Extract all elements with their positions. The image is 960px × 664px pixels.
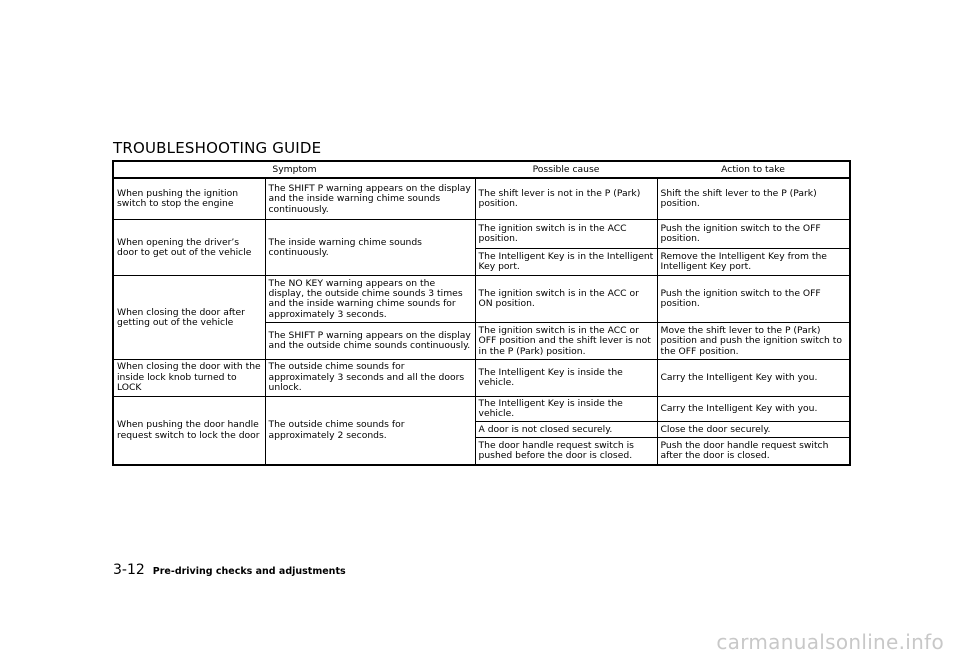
warning-cell: The outside chime sounds for approximately 2 seconds. <box>265 396 475 465</box>
warning-cell: The inside warning chime sounds continuously. <box>265 220 475 276</box>
cause-cell: The door handle request switch is pushed before the door is closed. <box>475 438 657 466</box>
symptom-cell: When pushing the door handle request switch to lock the door <box>113 396 265 465</box>
symptom-cell: When pushing the ignition switch to stop the engine <box>113 178 265 220</box>
table-header-row <box>113 161 850 178</box>
cause-cell: The Intelligent Key is inside the vehicle. <box>475 360 657 396</box>
symptom-cell: When opening the driver’s door to get out of the vehicle <box>113 220 265 276</box>
cause-cell: The shift lever is not in the P (Park) position. <box>475 178 657 220</box>
action-cell: Shift the shift lever to the P (Park) position. <box>657 178 850 220</box>
symptom-cell: When closing the door after getting out of the vehicle <box>113 276 265 360</box>
cause-cell: The ignition switch is in the ACC or OFF position and the shift lever is not in the P (Park) position. <box>475 323 657 360</box>
cause-cell: The ignition switch is in the ACC or ON position. <box>475 276 657 323</box>
action-cell: Push the ignition switch to the OFF position. <box>657 276 850 323</box>
cause-cell: A door is not closed securely. <box>475 422 657 438</box>
watermark: carmanualsonline.info <box>716 630 944 654</box>
action-cell: Move the shift lever to the P (Park) position and push the ignition switch to the OFF position. <box>657 323 850 360</box>
warning-cell: The SHIFT P warning appears on the display and the outside chime sounds continuously. <box>265 323 475 360</box>
header-symptom: Symptom <box>113 161 475 178</box>
page-number: 3-12 <box>113 562 145 578</box>
table-row <box>113 220 850 249</box>
troubleshooting-table <box>112 160 851 466</box>
header-possible-cause: Possible cause <box>475 161 657 178</box>
cause-cell: The Intelligent Key is inside the vehicle. <box>475 396 657 422</box>
table-row <box>113 276 850 323</box>
table-row <box>113 396 850 422</box>
table-row <box>113 178 850 220</box>
table-row <box>113 360 850 396</box>
warning-cell: The outside chime sounds for approximately 3 seconds and all the doors unlock. <box>265 360 475 396</box>
cause-cell: The Intelligent Key is in the Intelligent Key port. <box>475 249 657 276</box>
header-action-to-take: Action to take <box>657 161 850 178</box>
section-name: Pre-driving checks and adjustments <box>152 566 346 577</box>
action-cell: Push the ignition switch to the OFF position. <box>657 220 850 249</box>
action-cell: Remove the Intelligent Key from the Intelligent Key port. <box>657 249 850 276</box>
action-cell: Carry the Intelligent Key with you. <box>657 360 850 396</box>
action-cell: Push the door handle request switch after the door is closed. <box>657 438 850 466</box>
action-cell: Close the door securely. <box>657 422 850 438</box>
warning-cell: The SHIFT P warning appears on the display and the inside warning chime sounds continuously. <box>265 178 475 220</box>
page-footer <box>113 562 346 578</box>
warning-cell: The NO KEY warning appears on the display, the outside chime sounds 3 times and the inside warning chime sounds for approximately 3 seconds. <box>265 276 475 323</box>
action-cell: Carry the Intelligent Key with you. <box>657 396 850 422</box>
page-title: TROUBLESHOOTING GUIDE <box>113 139 322 157</box>
symptom-cell: When closing the door with the inside lock knob turned to LOCK <box>113 360 265 396</box>
cause-cell: The ignition switch is in the ACC position. <box>475 220 657 249</box>
